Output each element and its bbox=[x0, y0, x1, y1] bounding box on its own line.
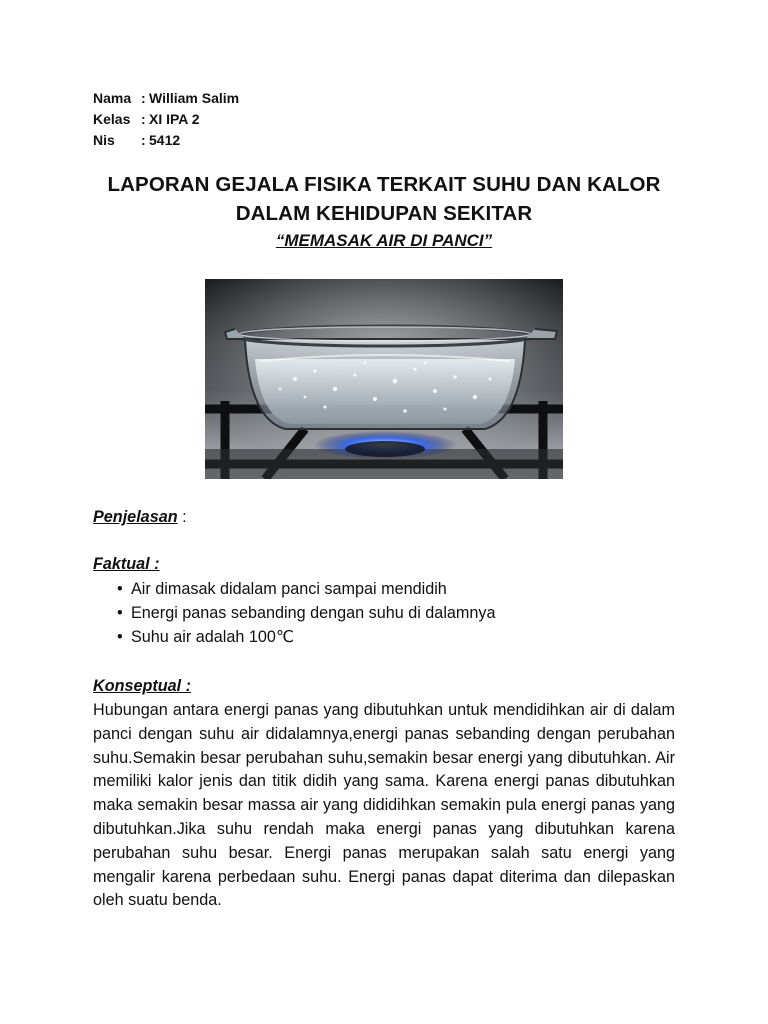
penjelasan-colon: : bbox=[177, 508, 187, 526]
kelas-value: XI IPA 2 bbox=[149, 111, 200, 127]
faktual-item-text: Energi panas sebanding dengan suhu di dalamnya bbox=[131, 604, 496, 623]
faktual-label: Faktual : bbox=[93, 555, 160, 573]
info-row-kelas bbox=[93, 109, 239, 130]
list-item bbox=[117, 601, 496, 625]
bullet-icon: • bbox=[117, 628, 123, 647]
nama-value: William Salim bbox=[149, 90, 240, 106]
penjelasan-label: Penjelasan bbox=[93, 508, 178, 526]
list-item bbox=[117, 577, 496, 601]
list-item bbox=[117, 625, 496, 649]
nama-separator: : bbox=[141, 90, 146, 106]
boiling-pot-illustration bbox=[205, 279, 563, 479]
nis-value: 5412 bbox=[149, 132, 181, 148]
nama-label: Nama bbox=[93, 90, 132, 106]
penjelasan-heading bbox=[93, 506, 675, 530]
kelas-label: Kelas bbox=[93, 111, 131, 127]
report-title bbox=[80, 170, 688, 253]
bullet-icon: • bbox=[117, 604, 123, 623]
nis-label: Nis bbox=[93, 132, 115, 148]
konseptual-label: Konseptual : bbox=[93, 677, 192, 695]
boiling-water-photo bbox=[205, 279, 563, 479]
kelas-separator: : bbox=[141, 111, 146, 127]
nis-separator: : bbox=[141, 132, 146, 148]
info-row-nama bbox=[93, 88, 239, 109]
info-row-nis bbox=[93, 130, 239, 151]
report-subtitle: “MEMASAK AIR DI PANCI” bbox=[275, 231, 493, 250]
konseptual-paragraph: Hubungan antara energi panas yang dibutuhkan untuk mendidihkan air di dalam panci dengan suhu air didalamnya,energi panas sebanding dengan perubahan suhu.Semakin besar perubahan suhu,semakin besar energi yang dibutuhkan. Air memiliki kalor jenis dan titik didih yang sama. Karena energi panas dibutuhkan maka semakin besar massa air yang dididihkan semakin pula energi panas yang dibutuhkan.Jika suhu rendah maka energi panas yang dibutuhkan karena perubahan suhu besar. Energi panas merupakan salah satu energi yang mengalir karena perbedaan suhu. Energi panas dapat diterima dan dilepaskan oleh suatu benda. bbox=[93, 701, 675, 910]
student-info bbox=[93, 88, 239, 151]
faktual-item-text: Air dimasak didalam panci sampai mendidih bbox=[131, 580, 447, 598]
title-line-1: LAPORAN GEJALA FISIKA TERKAIT SUHU DAN KALOR bbox=[107, 173, 661, 196]
title-line-2: DALAM KEHIDUPAN SEKITAR bbox=[235, 202, 533, 225]
boiling-water bbox=[255, 359, 515, 424]
faktual-list bbox=[117, 577, 496, 650]
faktual-heading bbox=[93, 553, 675, 577]
konseptual-heading bbox=[93, 675, 675, 699]
bullet-icon: • bbox=[117, 580, 123, 598]
faktual-item-text: Suhu air adalah 100℃ bbox=[131, 628, 295, 647]
